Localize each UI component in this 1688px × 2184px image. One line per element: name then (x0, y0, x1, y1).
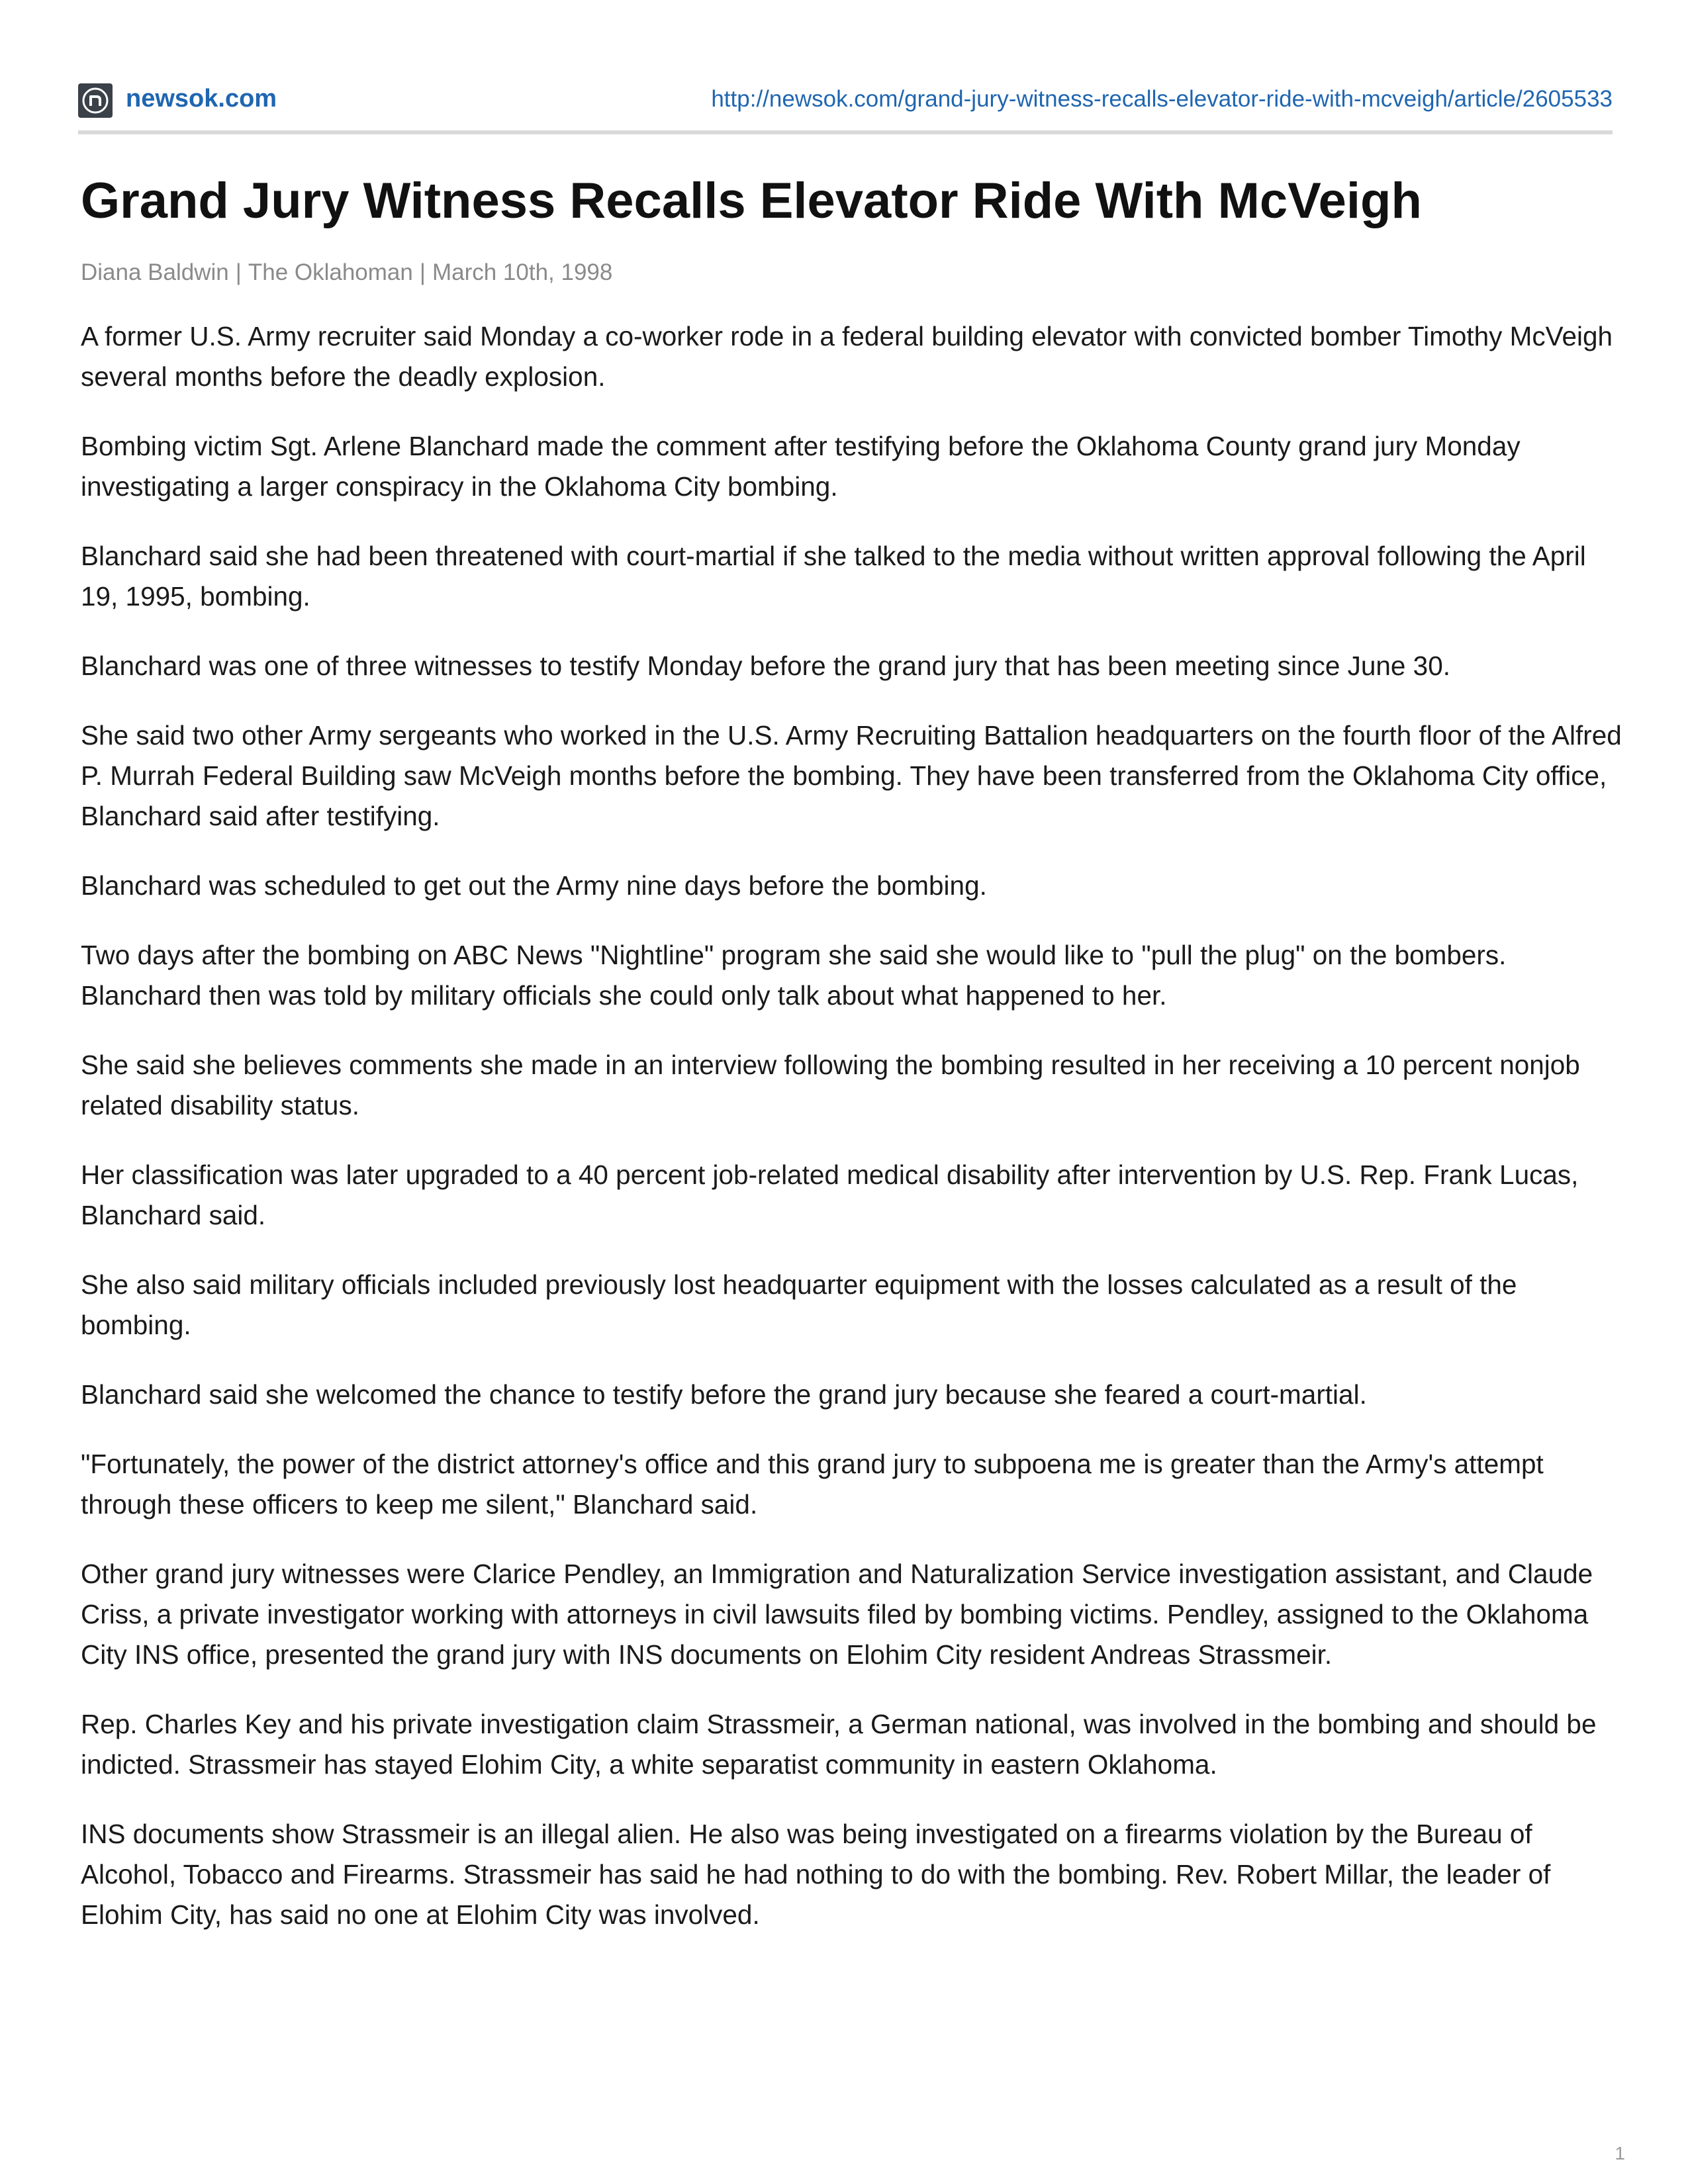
page-number: 1 (1615, 2143, 1625, 2163)
article-paragraph: Her classification was later upgraded to a 40 percent job-related medical disability after intervention by U.S. Rep. Frank Lucas, Blanchard said. (81, 1160, 1579, 1230)
byline-author: Diana Baldwin (81, 259, 229, 285)
page-header (78, 81, 1613, 120)
article-byline (81, 259, 612, 286)
article-paragraph: Two days after the bombing on ABC News "Nightline" program she said she would like to "pull the plug" on the bombers. Blanchard then was told by military officials she could only talk about what happened to her. (81, 940, 1507, 1011)
site-name-link[interactable]: newsok.com (126, 85, 277, 113)
byline-publication: The Oklahoman (248, 259, 413, 285)
byline-date: March 10th, 1998 (432, 259, 613, 285)
article-paragraph: Rep. Charles Key and his private investigation claim Strassmeir, a German national, was involved in the bombing and should be indicted. Strassmeir has stayed Elohim City, a white separatist community in eastern Oklahoma. (81, 1709, 1597, 1780)
article-paragraph: Blanchard said she welcomed the chance to testify before the grand jury because she feared a court-martial. (81, 1379, 1367, 1410)
article-paragraph: Other grand jury witnesses were Clarice Pendley, an Immigration and Naturalization Service investigation assistant, and Claude Criss, a private investigator working with attorneys in civil lawsuits filed by bombing victims. Pendley, assigned to the Oklahoma City INS office, presented the grand jury with INS documents on Elohim City resident Andreas Strassmeir. (81, 1559, 1593, 1670)
article-paragraph: INS documents show Strassmeir is an illegal alien. He also was being investigated on a firearms violation by the Bureau of Alcohol, Tobacco and Firearms. Strassmeir has said he had nothing to do with the bombing. Rev. Robert Millar, the leader of Elohim City, has said no one at Elohim City was involved. (81, 1819, 1551, 1930)
byline-separator: | (419, 259, 426, 285)
article-paragraph: She said she believes comments she made in an interview following the bombing resulted in her receiving a 10 percent nonjob related disability status. (81, 1050, 1580, 1120)
article-body (81, 316, 1623, 1964)
article-title: Grand Jury Witness Recalls Elevator Ride With McVeigh (81, 173, 1422, 229)
article-url-link[interactable]: http://newsok.com/grand-jury-witness-recalls-elevator-ride-with-mcveigh/article/2605533 (711, 86, 1613, 112)
byline-separator: | (235, 259, 242, 285)
article-paragraph: Blanchard said she had been threatened with court-martial if she talked to the media without written approval following the April 19, 1995, bombing. (81, 541, 1586, 612)
article-paragraph: Blanchard was one of three witnesses to testify Monday before the grand jury that has been meeting since June 30. (81, 651, 1450, 681)
article-paragraph: She said two other Army sergeants who worked in the U.S. Army Recruiting Battalion headquarters on the fourth floor of the Alfred P. Murrah Federal Building saw McVeigh months before the bombing. They have been transferred from the Oklahoma City office, Blanchard said after testifying. (81, 720, 1622, 831)
article-paragraph: A former U.S. Army recruiter said Monday a co-worker rode in a federal building elevator with convicted bomber Timothy McVeigh several months before the deadly explosion. (81, 321, 1613, 392)
article-paragraph: She also said military officials included previously lost headquarter equipment with the losses calculated as a result of the bombing. (81, 1269, 1517, 1340)
article-paragraph: "Fortunately, the power of the district attorney's office and this grand jury to subpoena me is greater than the Army's attempt through these officers to keep me silent," Blanchard said. (81, 1449, 1544, 1520)
article-paragraph: Blanchard was scheduled to get out the Army nine days before the bombing. (81, 870, 987, 901)
header-divider (78, 130, 1613, 134)
article-paragraph: Bombing victim Sgt. Arlene Blanchard made the comment after testifying before the Oklahoma County grand jury Monday investigating a larger conspiracy in the Oklahoma City bombing. (81, 431, 1521, 502)
newsok-n-logo-icon (78, 83, 113, 118)
